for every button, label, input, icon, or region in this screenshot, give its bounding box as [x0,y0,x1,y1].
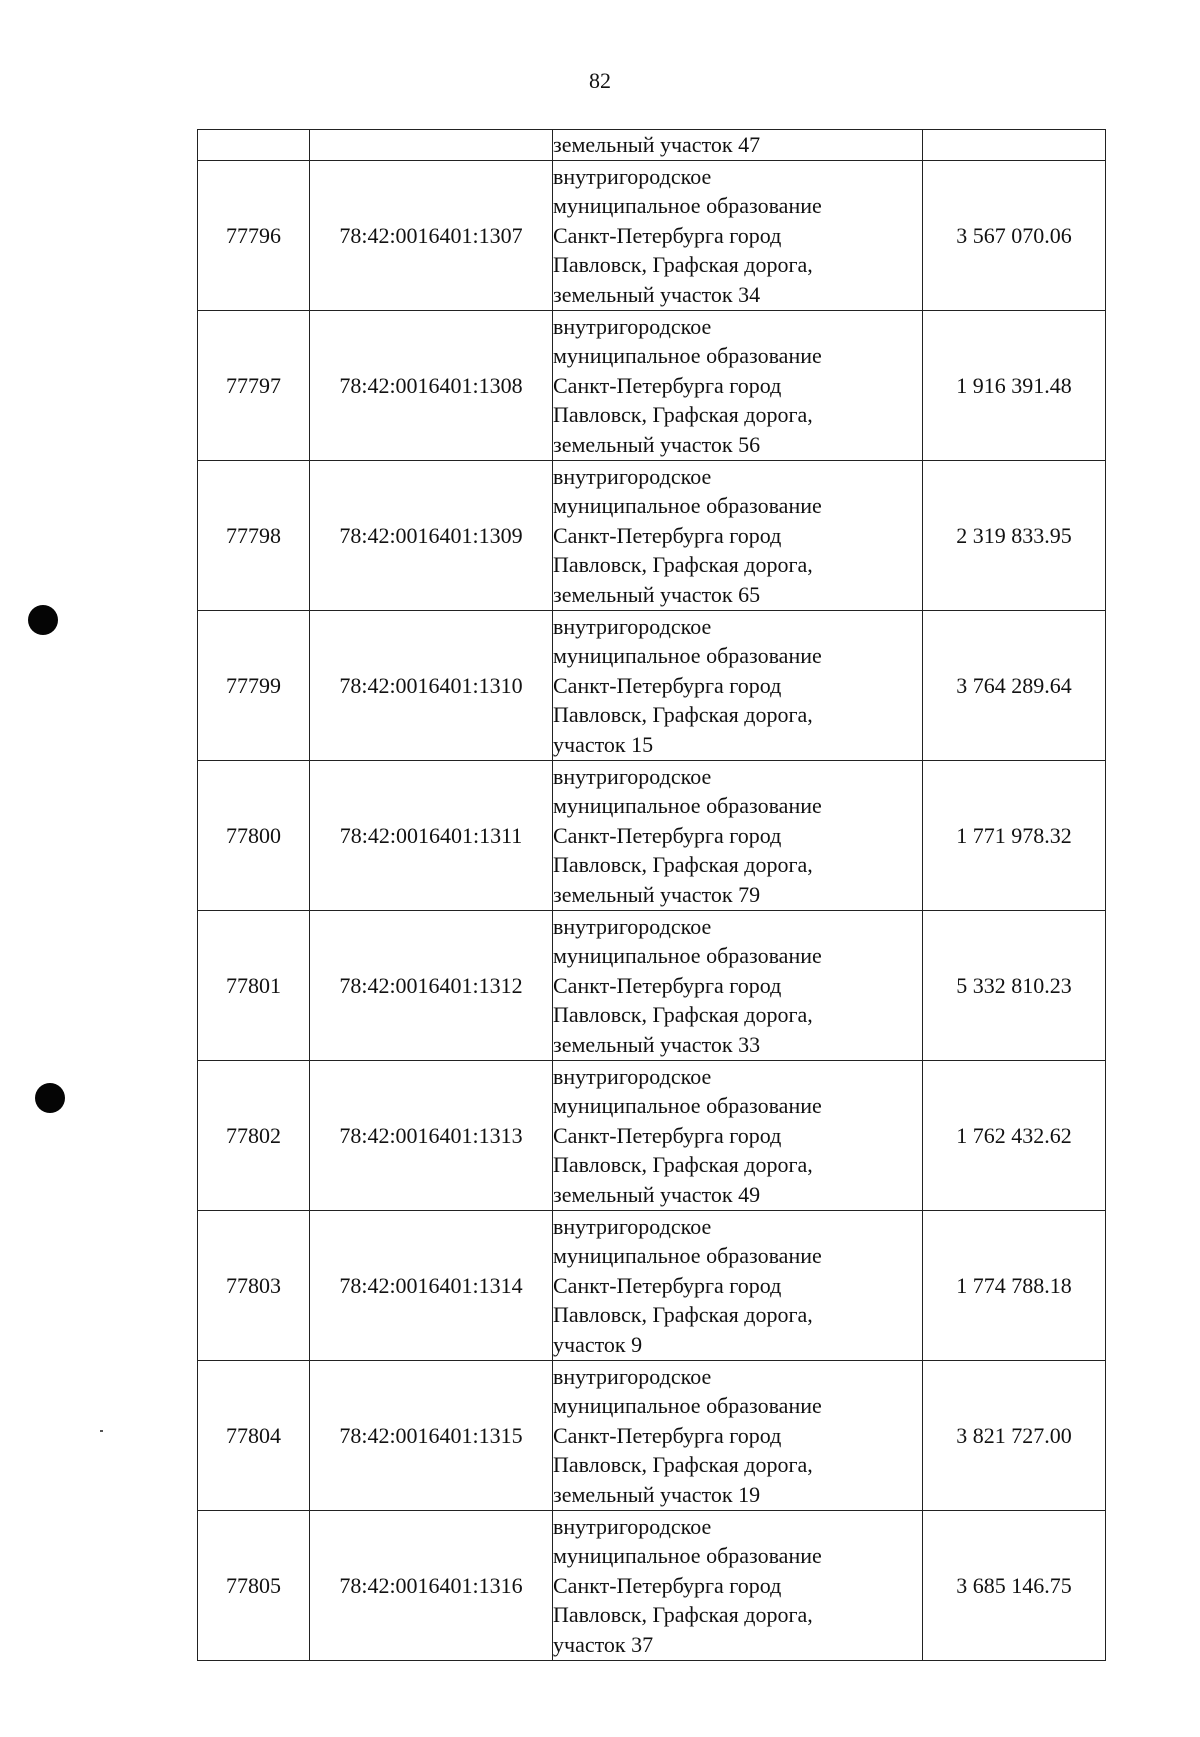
address-line: внутригородское [553,763,712,789]
value-cell: 3 567 070.06 [923,161,1106,311]
address-line: внутригородское [553,463,712,489]
cadastral-number-cell: 78:42:0016401:1309 [310,461,553,611]
address-line: Павловск, Графская дорога, [553,1452,813,1478]
address-cell [553,311,923,461]
address-line: муниципальное образование [553,1243,822,1269]
row-id-cell: 77801 [198,911,310,1061]
value-cell: 3 764 289.64 [923,611,1106,761]
address-line: Павловск, Графская дорога, [553,852,813,878]
address-line: Павловск, Графская дорога, [553,1602,813,1628]
address-cell: земельный участок 47 [553,130,923,161]
address-line: Санкт-Петербурга город [553,672,782,698]
address-line: внутригородское [553,1063,712,1089]
address-line: Павловск, Графская дорога, [553,1002,813,1028]
punch-hole-mark [35,1083,65,1113]
address-line: Павловск, Графская дорога, [553,1152,813,1178]
address-line: муниципальное образование [553,793,822,819]
row-id-cell: 77799 [198,611,310,761]
row-id-cell [198,130,310,161]
address-line: земельный участок 33 [553,1031,761,1057]
row-id-cell: 77802 [198,1061,310,1211]
value-cell: 1 771 978.32 [923,761,1106,911]
row-id-cell: 77800 [198,761,310,911]
address-line: внутригородское [553,613,712,639]
address-cell [553,1061,923,1211]
address-line: муниципальное образование [553,493,822,519]
cadastral-number-cell: 78:42:0016401:1316 [310,1511,553,1661]
address-line: Павловск, Графская дорога, [553,552,813,578]
address-line: Санкт-Петербурга город [553,822,782,848]
table-row [198,311,1106,461]
address-line: муниципальное образование [553,1543,822,1569]
address-line: внутригородское [553,1513,712,1539]
address-line: муниципальное образование [553,1093,822,1119]
address-line: земельный участок 65 [553,581,761,607]
table-row [198,1361,1106,1511]
table-row [198,911,1106,1061]
address-line: внутригородское [553,913,712,939]
table-row [198,1061,1106,1211]
row-id-cell: 77804 [198,1361,310,1511]
table-row [198,761,1106,911]
land-plot-table [197,129,1106,1661]
address-cell [553,911,923,1061]
address-line: внутригородское [553,313,712,339]
table-row [198,161,1106,311]
row-id-cell: 77796 [198,161,310,311]
address-line: муниципальное образование [553,943,822,969]
address-line: земельный участок 56 [553,431,761,457]
table-row [198,461,1106,611]
value-cell: 2 319 833.95 [923,461,1106,611]
address-line: муниципальное образование [553,193,822,219]
value-cell: 3 821 727.00 [923,1361,1106,1511]
address-line: Павловск, Графская дорога, [553,402,813,428]
row-id-cell: 77798 [198,461,310,611]
address-line: Санкт-Петербурга город [553,1572,782,1598]
address-line: муниципальное образование [553,643,822,669]
address-line: участок 37 [553,1631,654,1657]
address-line: Павловск, Графская дорога, [553,252,813,278]
address-cell [553,611,923,761]
address-line: участок 15 [553,731,654,757]
cadastral-number-cell: 78:42:0016401:1314 [310,1211,553,1361]
cadastral-number-cell: 78:42:0016401:1311 [310,761,553,911]
address-line: земельный участок 19 [553,1481,761,1507]
address-line: Санкт-Петербурга город [553,972,782,998]
address-line: земельный участок 34 [553,281,761,307]
address-line: Санкт-Петербурга город [553,1422,782,1448]
address-line: внутригородское [553,1363,712,1389]
table-row [198,611,1106,761]
cadastral-number-cell: 78:42:0016401:1315 [310,1361,553,1511]
table-row [198,1511,1106,1661]
address-line: Санкт-Петербурга город [553,1272,782,1298]
address-line: Павловск, Графская дорога, [553,702,813,728]
address-line: Санкт-Петербурга город [553,1122,782,1148]
cadastral-number-cell: 78:42:0016401:1310 [310,611,553,761]
table-row [198,1211,1106,1361]
address-cell [553,1511,923,1661]
address-line: внутригородское [553,1213,712,1239]
continuation-row [198,130,1106,161]
row-id-cell: 77805 [198,1511,310,1661]
cadastral-number-cell [310,130,553,161]
address-line: муниципальное образование [553,1393,822,1419]
address-cell [553,761,923,911]
cadastral-number-cell: 78:42:0016401:1307 [310,161,553,311]
address-line: Павловск, Графская дорога, [553,1302,813,1328]
page-number: 82 [589,68,611,93]
value-cell: 1 916 391.48 [923,311,1106,461]
cadastral-number-cell: 78:42:0016401:1313 [310,1061,553,1211]
address-cell [553,1361,923,1511]
punch-hole-mark [28,605,58,635]
row-id-cell: 77797 [198,311,310,461]
cadastral-number-cell: 78:42:0016401:1308 [310,311,553,461]
address-line: земельный участок 49 [553,1181,761,1207]
address-line: земельный участок 79 [553,881,761,907]
value-cell [923,130,1106,161]
address-line: внутригородское [553,163,712,189]
address-cell [553,1211,923,1361]
address-line: Санкт-Петербурга город [553,222,782,248]
value-cell: 3 685 146.75 [923,1511,1106,1661]
scan-speck [100,1430,103,1432]
value-cell: 1 762 432.62 [923,1061,1106,1211]
value-cell: 1 774 788.18 [923,1211,1106,1361]
address-cell [553,161,923,311]
address-cell [553,461,923,611]
value-cell: 5 332 810.23 [923,911,1106,1061]
address-line: муниципальное образование [553,343,822,369]
cadastral-number-cell: 78:42:0016401:1312 [310,911,553,1061]
address-line: Санкт-Петербурга город [553,522,782,548]
row-id-cell: 77803 [198,1211,310,1361]
address-line: участок 9 [553,1331,643,1357]
address-line: Санкт-Петербурга город [553,372,782,398]
